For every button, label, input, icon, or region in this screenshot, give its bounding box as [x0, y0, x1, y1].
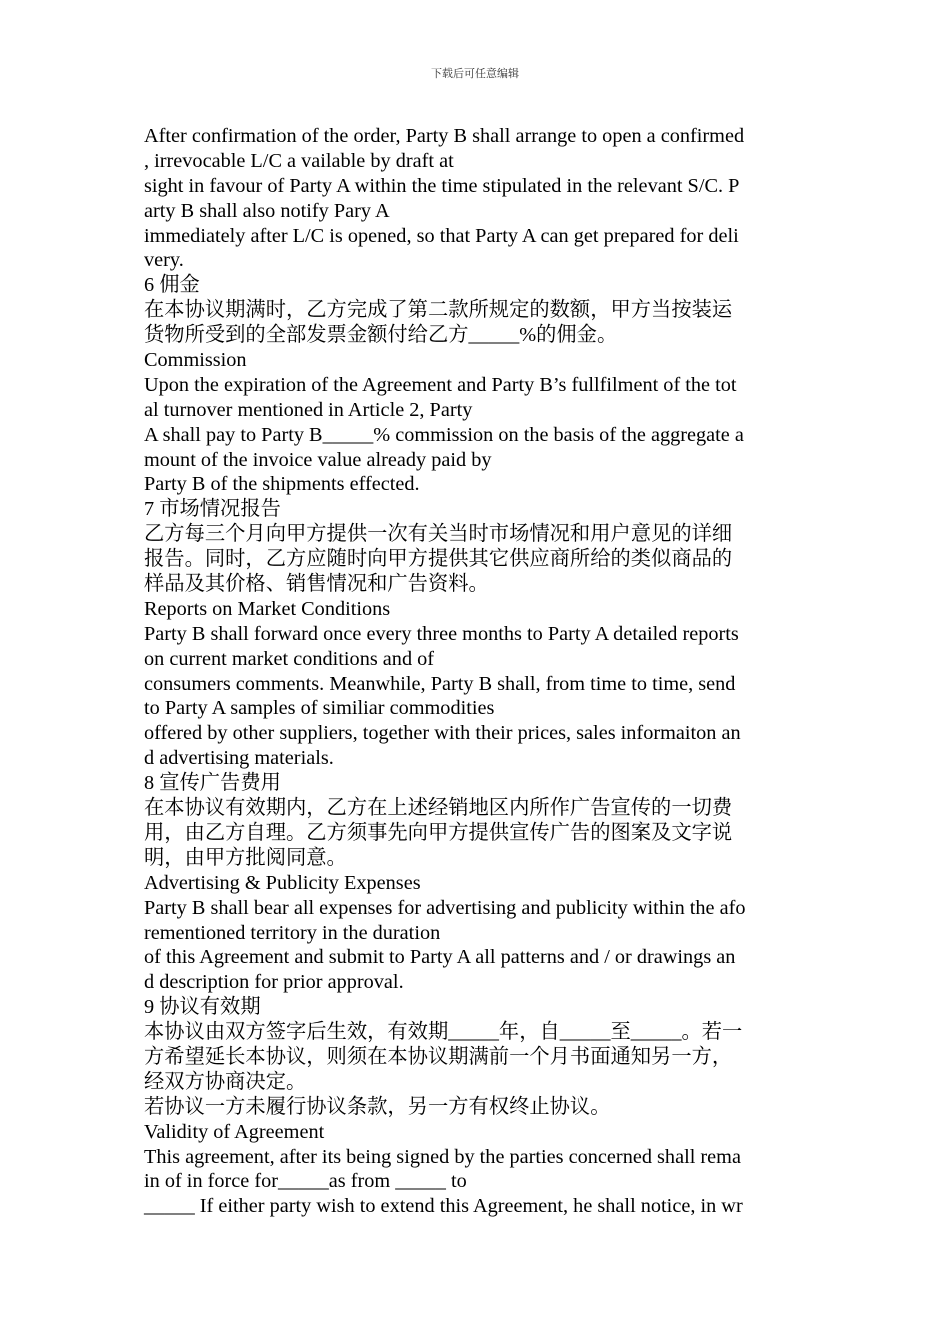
document-line: This agreement, after its being signed by the parties concerned shall rema [144, 1145, 741, 1168]
document-line: 在本协议有效期内，乙方在上述经销地区内所作广告宣传的一切费 [144, 797, 733, 820]
document-line: sight in favour of Party A within the time stipulated in the relevant S/C. P [144, 174, 740, 197]
document-line: _____ If either party wish to extend this Agreement, he shall notice, in wr [144, 1195, 743, 1218]
document-line: 7 市场情况报告 [144, 498, 281, 521]
document-line: 用，由乙方自理。乙方须事先向甲方提供宣传广告的图案及文字说 [144, 821, 733, 844]
document-line: very. [144, 249, 184, 272]
document-line: Party B of the shipments effected. [144, 473, 420, 496]
document-line: d advertising materials. [144, 747, 334, 770]
document-line: 若协议一方未履行协议条款，另一方有权终止协议。 [144, 1095, 611, 1118]
document-body [144, 124, 814, 1219]
document-line: 明，由甲方批阅同意。 [144, 846, 347, 869]
document-line: 货物所受到的全部发票金额付给乙方_____%的佣金。 [144, 324, 618, 347]
document-line: of this Agreement and submit to Party A all patterns and / or drawings an [144, 946, 736, 969]
document-line: After confirmation of the order, Party B shall arrange to open a confirmed [144, 125, 745, 147]
document-line: mount of the invoice value already paid by [144, 448, 492, 471]
document-line: A shall pay to Party B_____% commission on the basis of the aggregate a [144, 423, 744, 446]
document-line: 在本协议期满时，乙方完成了第二款所规定的数额，甲方当按装运 [144, 299, 733, 322]
document-line: Advertising & Publicity Expenses [144, 871, 421, 894]
document-line: 乙方每三个月向甲方提供一次有关当时市场情况和用户意见的详细 [144, 523, 733, 546]
document-line: 本协议由双方签字后生效，有效期_____年，自_____至_____。若一 [144, 1021, 743, 1044]
document-line: Party B shall bear all expenses for advertising and publicity within the afo [144, 896, 746, 919]
document-line: rementioned territory in the duration [144, 921, 441, 944]
document-line: 方希望延长本协议，则须在本协议期满前一个月书面通知另一方， [144, 1045, 733, 1068]
document-line: al turnover mentioned in Article 2, Party [144, 398, 473, 421]
document-line: 6 佣金 [144, 274, 200, 297]
document-line: Reports on Market Conditions [144, 597, 391, 620]
document-line: Commission [144, 349, 247, 372]
document-line: consumers comments. Meanwhile, Party B shall, from time to time, send [144, 672, 736, 695]
document-line: 经双方协商决定。 [144, 1070, 307, 1093]
page-header-note: 下载后可任意编辑 [431, 67, 519, 80]
document-line: Party B shall forward once every three months to Party A detailed reports [144, 622, 739, 645]
document-line: to Party A samples of similiar commodities [144, 697, 495, 720]
document-line: in of in force for_____as from _____ to [144, 1170, 467, 1193]
document-line: 报告。同时，乙方应随时向甲方提供其它供应商所给的类似商品的 [144, 548, 733, 571]
document-line: on current market conditions and of [144, 647, 435, 670]
document-line: 8 宣传广告费用 [144, 772, 281, 795]
document-line: offered by other suppliers, together with their prices, sales informaiton an [144, 722, 741, 745]
document-line: , irrevocable L/C a vailable by draft at [144, 149, 454, 172]
document-line: Upon the expiration of the Agreement and Party B’s fullfilment of the tot [144, 373, 737, 396]
document-line: d description for prior approval. [144, 971, 404, 994]
document-line: immediately after L/C is opened, so that Party A can get prepared for deli [144, 224, 739, 247]
document-line: 样品及其价格、销售情况和广告资料。 [144, 573, 489, 596]
document-line: arty B shall also notify Pary A [144, 199, 390, 222]
document-line: 9 协议有效期 [144, 996, 261, 1019]
document-line: Validity of Agreement [144, 1120, 325, 1143]
